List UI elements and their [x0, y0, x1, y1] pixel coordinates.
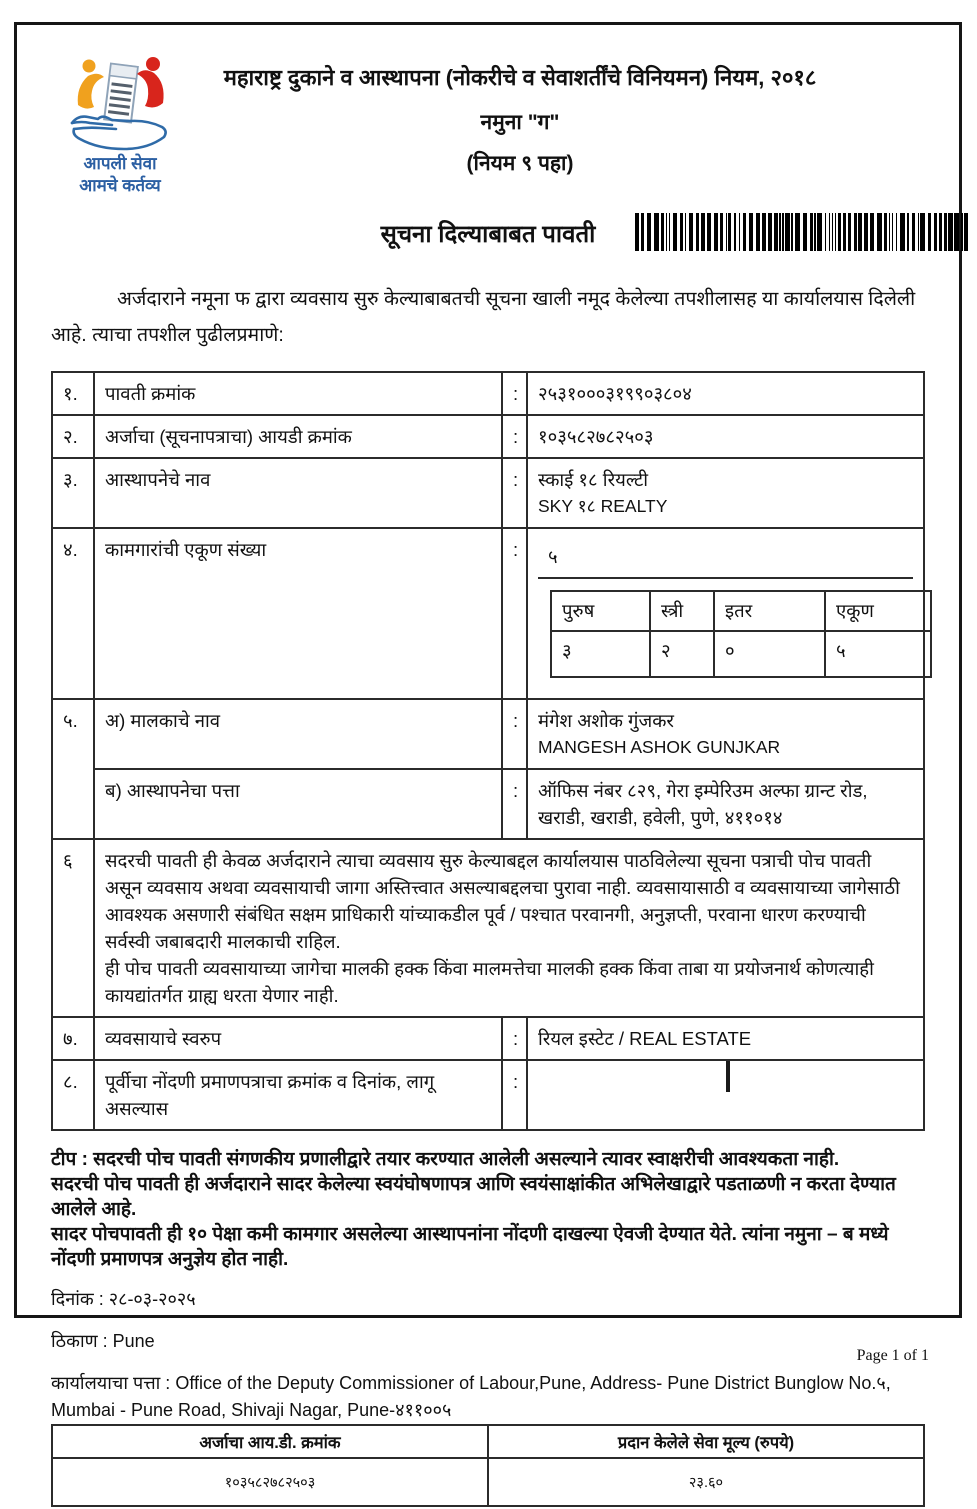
workers-grand-total: ५ — [825, 631, 931, 677]
workers-header-row — [551, 591, 931, 631]
meta-section — [51, 1286, 925, 1424]
row2-value: १०३५८२७८२५०३ — [527, 415, 924, 458]
row6-sr: ६ — [52, 839, 94, 1017]
fee-values-row — [52, 1458, 924, 1506]
fee-header-row — [52, 1425, 924, 1458]
row5a-value — [527, 699, 924, 769]
note-section — [51, 1147, 925, 1272]
table-row — [52, 415, 924, 458]
fee-header-application-id: अर्जाचा आय.डी. क्रमांक — [52, 1425, 488, 1458]
row3-label: आस्थापनेचे नाव — [94, 458, 502, 528]
row1-sr: १. — [52, 372, 94, 415]
colon: : — [502, 415, 527, 458]
fee-table-wrap — [51, 1424, 925, 1509]
date-value: २८-०३-२०२५ — [108, 1289, 196, 1309]
row8-label: पूर्वीचा नोंदणी प्रमाणपत्राचा क्रमांक व दिनांक, लागू असल्यास — [94, 1060, 502, 1130]
table-row — [52, 528, 924, 699]
row5b-label: ब) आस्थापनेचा पत्ता — [94, 769, 502, 839]
figure-right — [137, 57, 164, 107]
note-line2: सदरची पोच पावती ही अर्जदाराने सादर केलेल्या स्वयंघोषणापत्र आणि स्वयंसाक्षांकीत अभिलेखाद्वारे पडताळणी न करता देण्यात आलेले आहे. — [51, 1174, 896, 1220]
table-row — [52, 458, 924, 528]
office-address-label: कार्यालयाचा पत्ता : — [51, 1373, 171, 1393]
previous-registration-value — [527, 1060, 924, 1130]
table-row — [52, 699, 924, 769]
colon: : — [502, 1017, 527, 1060]
workers-other: ० — [714, 631, 825, 677]
hand-outline — [72, 117, 166, 149]
date-label: दिनांक : — [51, 1289, 104, 1309]
row1-label: पावती क्रमांक — [94, 372, 502, 415]
document-header — [51, 49, 925, 207]
fee-application-id: १०३५८२७८२५०३ — [52, 1458, 488, 1506]
intro-paragraph: अर्जदाराने नमूना फ द्वारा व्यवसाय सुरु केल्याबाबतची सूचना खाली नमूद केलेल्या तपशीलासह या कार्यालयास दिलेली आहे. त्याचा तपशील पुढीलप्रमाणे: — [51, 288, 916, 346]
colon: : — [502, 372, 527, 415]
colon: : — [502, 699, 527, 769]
logo-caption — [57, 153, 183, 197]
note-line3: सादर पोचपावती ही १० पेक्षा कमी कामगार असलेल्या आस्थापनांना नोंदणी दाखल्या ऐवजी देण्यात येते. त्यांना नमुना – ब मध्ये नोंदणी प्रमाणपत्र अनुज्ञेय होत नाही. — [51, 1224, 889, 1270]
receipt-title-row — [51, 215, 925, 261]
workers-table-wrap — [538, 579, 913, 691]
place-label: ठिकाण : — [51, 1331, 108, 1351]
details-table — [51, 371, 925, 1131]
service-hand-logo-icon — [68, 57, 172, 153]
owner-name-marathi: मंगेश अशोक गुंजकर — [538, 710, 674, 731]
table-row — [52, 372, 924, 415]
business-nature-value: रियल इस्टेट / REAL ESTATE — [527, 1017, 924, 1060]
table-row — [52, 1060, 924, 1130]
page-number: Page 1 of 1 — [856, 1347, 929, 1364]
owner-name-english: MANGESH ASHOK GUNJKAR — [538, 737, 781, 757]
logo-caption-line2: आमचे कर्तव्य — [79, 176, 161, 195]
fee-service-fee: २३.६० — [488, 1458, 924, 1506]
disclaimer-cell — [94, 839, 924, 1017]
workers-female: २ — [650, 631, 714, 677]
row3-value — [527, 458, 924, 528]
colon: : — [502, 769, 527, 839]
figure-left — [78, 60, 104, 109]
note-line1: टीप : सदरची पोच पावती संगणकीय प्रणालीद्वारे तयार करण्यात आलेली असल्याने त्यावर स्वाक्षरीची आवश्यकता नाही. — [51, 1149, 840, 1170]
place-line — [51, 1328, 925, 1355]
act-title: महाराष्ट्र दुकाने व आस्थापना (नोकरीचे व सेवाशर्तींचे विनियमन) नियम, २०१८ — [223, 65, 817, 90]
table-row — [52, 769, 924, 839]
fee-header-service-fee: प्रदान केलेले सेवा मूल्य (रुपये) — [488, 1425, 924, 1458]
receipt-title: सूचना दिल्याबाबत पावती — [380, 221, 596, 248]
workers-male: ३ — [551, 631, 650, 677]
table-row — [52, 839, 924, 1017]
establishment-address: ऑफिस नंबर ८२९, गेरा इम्पेरिउम अल्फा ग्रान्ट रोड, खराडी, खराडी, हवेली, पुणे, ४११०१४ — [527, 769, 924, 839]
establishment-name-marathi: स्काई १८ रियल्टी — [538, 469, 649, 490]
aaple-sarkar-logo — [57, 57, 183, 197]
workers-header-male: पुरुष — [551, 591, 650, 631]
place-value: Pune — [112, 1331, 155, 1351]
workers-table — [550, 590, 932, 678]
colon: : — [502, 528, 527, 699]
colon: : — [502, 1060, 527, 1130]
office-address-value: Office of the Deputy Commissioner of Labour,Pune, Address- Pune District Bunglow No.५, Mumbai - Pune Road, Shivaji Nagar, Pune-४११००५ — [51, 1373, 891, 1420]
row2-label: अर्जाचा (सूचनापत्राचा) आयडी क्रमांक — [94, 415, 502, 458]
row5a-label: अ) मालकाचे नाव — [94, 699, 502, 769]
logo-caption-line1: आपली सेवा — [83, 154, 157, 173]
workers-total: ५ — [538, 536, 913, 579]
disclaimer-para1: सदरची पावती ही केवळ अर्जदाराने त्याचा व्यवसाय सुरु केल्याबद्दल कार्यालयास पाठविलेल्या सूचना पत्राची पोच पावती असून व्यवसाय अथवा व्यवसायाची जागा अस्तित्त्वात असल्याबद्दलचा पुरावा नाही. व्यवसायासाठी व व्यवसायाच्या जागेसाठी आवश्यक असणारी संबंधित सक्षम प्राधिकारी यांच्याकडील पूर्व / पश्चात परवानगी, अनुज्ञप्ती, परवाना धारण करण्याची सर्वस्वी जबाबदारी मालकाची राहिल. — [105, 850, 900, 952]
date-line — [51, 1286, 925, 1313]
row4-sr: ४. — [52, 528, 94, 699]
row8-sr: ८. — [52, 1060, 94, 1130]
row1-value: २५३१०००३१९९०३८०४ — [527, 372, 924, 415]
workers-values-row — [551, 631, 931, 677]
row7-sr: ७. — [52, 1017, 94, 1060]
stray-scan-mark — [726, 1061, 730, 1092]
workers-header-female: स्त्री — [650, 591, 714, 631]
establishment-name-english: SKY १८ REALTY — [538, 496, 668, 516]
workers-header-total: एकूण — [825, 591, 931, 631]
fee-table — [51, 1424, 925, 1507]
office-address-line — [51, 1370, 925, 1424]
workers-header-other: इतर — [714, 591, 825, 631]
barcode — [635, 213, 923, 251]
row4-label: कामगारांची एकूण संख्या — [94, 528, 502, 699]
form-name: नमुना "ग" — [480, 111, 560, 134]
disclaimer-para2: ही पोच पावती व्यवसायाच्या जागेचा मालकी हक्क किंवा मालमत्तेचा मालकी हक्क किंवा ताबा या प्रयोजनार्थ कोणत्याही कायद्यांतर्गत ग्राह्य धरता येणार नाही. — [105, 958, 874, 1006]
rule-reference: (नियम ९ पहा) — [466, 152, 574, 175]
row5-sr: ५. — [52, 699, 94, 839]
row2-sr: २. — [52, 415, 94, 458]
table-row — [52, 1017, 924, 1060]
row3-sr: ३. — [52, 458, 94, 528]
colon: : — [502, 458, 527, 528]
row7-label: व्यवसायाचे स्वरुप — [94, 1017, 502, 1060]
row4-value-cell — [527, 528, 924, 699]
